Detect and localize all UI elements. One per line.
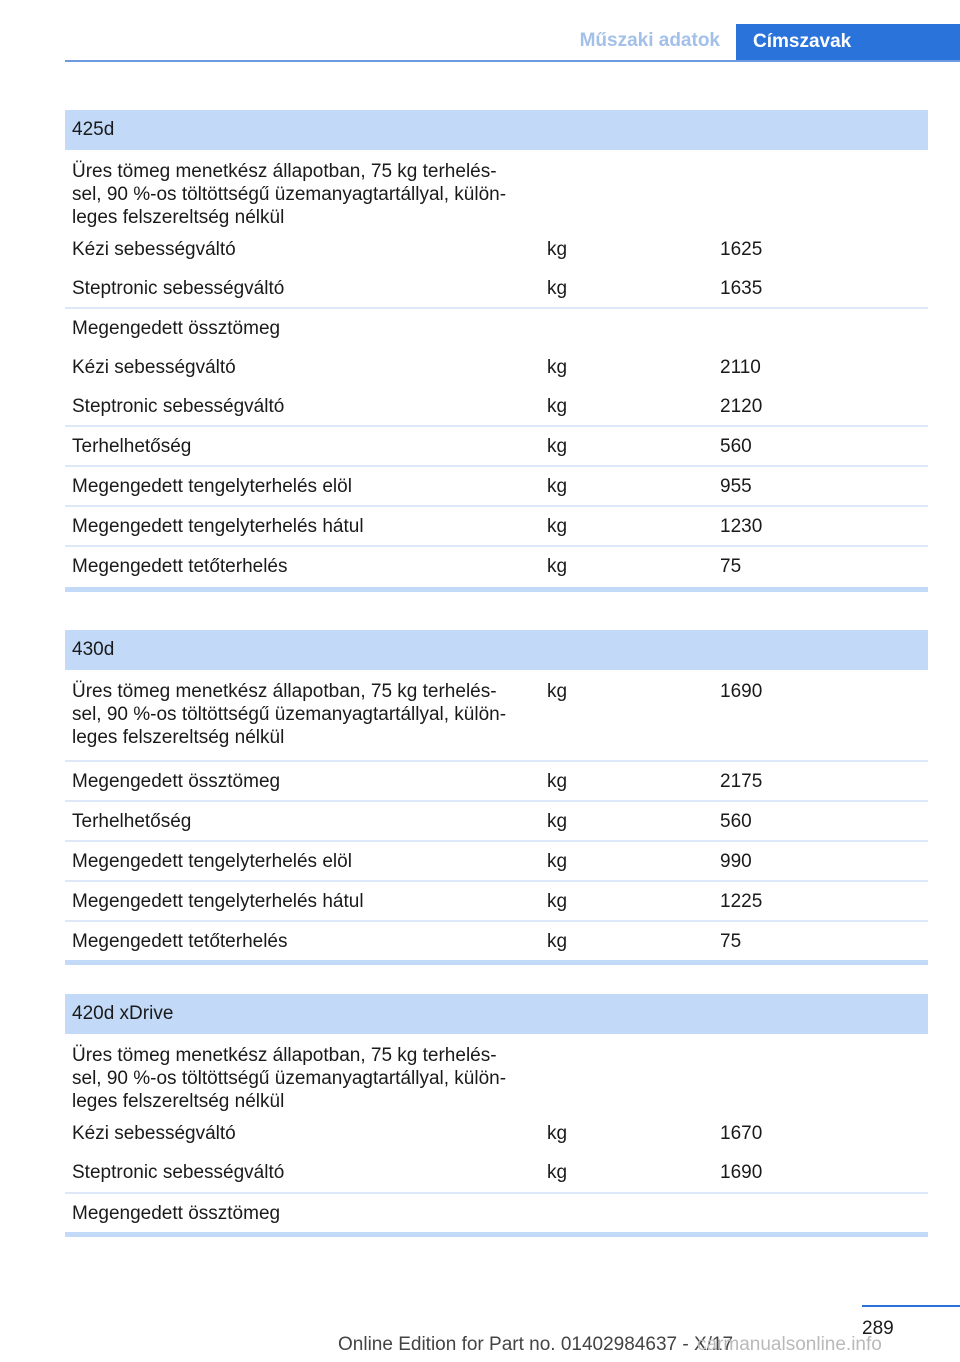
table-row: Kézi sebességváltó kg 1625 — [72, 239, 763, 260]
table-row: Üres tömeg menetkész állapotban, 75 kg terhelés‐ sel, 90 %-os töltöttségű üzemanyagtartállyal, külön‐ leges felszereltség nélkül kg 1690 — [65, 670, 928, 760]
spec-table-425d — [65, 110, 928, 592]
row-unit — [547, 160, 720, 238]
table-row: Megengedett tetőterhelés kg 75 — [65, 920, 928, 960]
row-label: Üres tömeg menetkész állapotban, 75 kg terhelés‐ sel, 90 %-os töltöttségű üzemanyagtartállyal, külön‐ leges felszereltség nélkül — [72, 681, 507, 748]
row-label: Üres tömeg menetkész állapotban, 75 kg terhelés‐ sel, 90 %-os töltöttségű üzemanyagtartállyal, külön‐ leges felszereltség nélkül — [72, 161, 507, 228]
table-end-rule — [65, 587, 928, 592]
table-row: Terhelhetőség kg 560 — [65, 425, 928, 465]
watermark: carmanualsonline.info — [697, 1334, 882, 1355]
spec-table-420d-xdrive — [65, 994, 928, 1237]
table-row — [65, 150, 928, 238]
footer-edition: Online Edition for Part no. 01402984637 - X/17 — [338, 1334, 734, 1355]
table-row: Megengedett tengelyterhelés hátul kg 1225 — [65, 880, 928, 920]
spec-table-430d — [65, 630, 928, 965]
section-tab-muszaki-adatok[interactable]: Műszaki adatok — [579, 30, 720, 51]
table-row: Megengedett össztömeg — [65, 1192, 928, 1232]
table-end-rule — [65, 1232, 928, 1237]
table-row: Megengedett tengelyterhelés elöl kg 990 — [65, 840, 928, 880]
row-value — [720, 160, 928, 238]
table-row: Kézi sebességváltó kg 1670 — [72, 1123, 763, 1144]
table-row: Megengedett tengelyterhelés hátul kg 1230 — [65, 505, 928, 545]
table-row: Terhelhetőség kg 560 — [65, 800, 928, 840]
section-tab-cimszavak[interactable]: Címszavak — [736, 24, 960, 62]
table-header: 430d — [65, 630, 928, 670]
table-row: Steptronic sebességváltó kg 2120 — [72, 396, 763, 417]
header-rule — [65, 60, 960, 62]
table-row: Megengedett tengelyterhelés elöl kg 955 — [65, 465, 928, 505]
table-row: Megengedett össztömeg kg 2175 — [65, 760, 928, 800]
table-header: 425d — [65, 110, 928, 150]
row-label: Üres tömeg menetkész állapotban, 75 kg terhelés‐ sel, 90 %-os töltöttségű üzemanyagtartállyal, külön‐ leges felszereltség nélkül — [72, 1045, 507, 1112]
table-row: Steptronic sebességváltó kg 1690 — [72, 1162, 763, 1183]
table-row: Megengedett tetőterhelés kg 75 — [65, 545, 928, 587]
table-row: Megengedett össztömeg — [65, 307, 928, 356]
page-number-rule — [862, 1305, 960, 1307]
page-number: 289 — [862, 1318, 894, 1339]
table-end-rule — [65, 960, 928, 965]
table-row — [65, 1034, 928, 1122]
table-row: Kézi sebességváltó kg 2110 — [72, 357, 761, 378]
table-row: Steptronic sebességváltó kg 1635 — [72, 278, 763, 299]
table-header: 420d xDrive — [65, 994, 928, 1034]
